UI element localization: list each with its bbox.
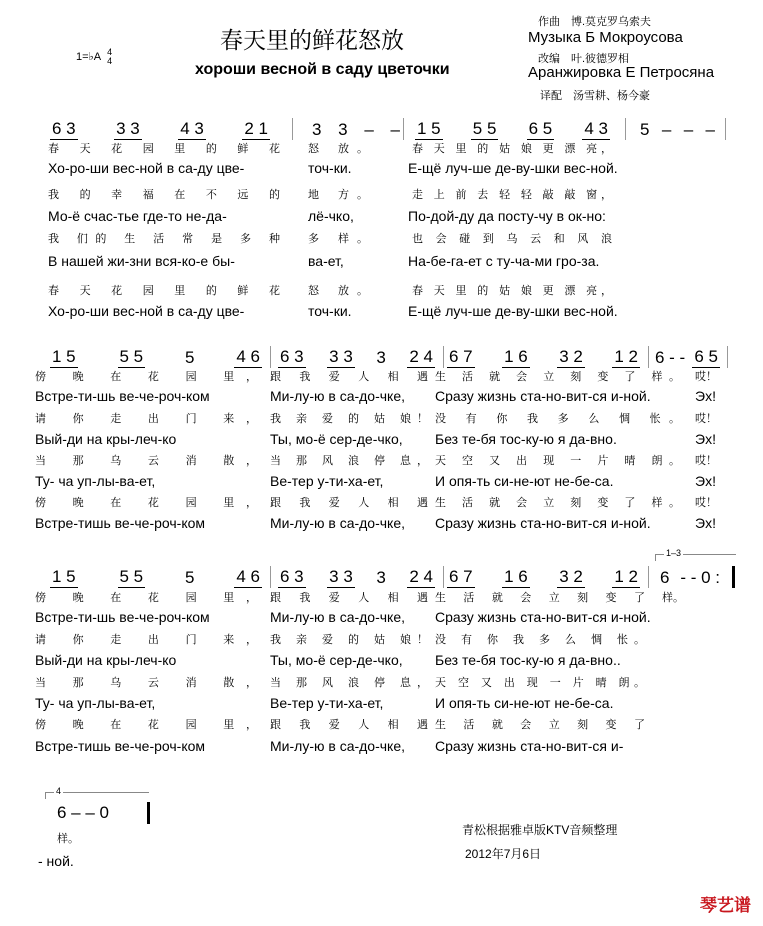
barline	[292, 118, 293, 140]
lyric-zh: 跟 我 爱 人 相 遇	[270, 497, 428, 509]
note-group: 1 6	[504, 347, 528, 366]
lyric-zh: 当 那 风 浪 停 息，	[270, 455, 428, 467]
lyric-ru: Сразу жизнь ста-но-вит-ся и-	[435, 738, 624, 754]
barline	[443, 346, 444, 368]
lyric-ru: Ми-лу-ю в са-до-чке,	[270, 738, 406, 754]
barline	[443, 566, 444, 588]
measure	[447, 346, 640, 368]
barline	[732, 566, 735, 588]
lyric-zh: 春 天 花 园 里 的 鲜 花	[48, 285, 280, 297]
note-group: 5	[640, 120, 650, 139]
note-group: 1 6	[504, 567, 528, 586]
note-group: 3	[338, 120, 348, 139]
note-group: 5 5	[119, 347, 144, 366]
lyric-zh: 地 方。	[308, 189, 368, 201]
measure	[278, 566, 435, 588]
barline	[270, 566, 271, 588]
note-group: 3 3	[329, 347, 353, 366]
lyric-ru: Вый-ди на кры-леч-ко	[35, 431, 177, 447]
barline	[727, 346, 728, 368]
lyric-zh: 也 会 碰 到 乌 云 和 风 浪	[412, 233, 612, 245]
lyric-zh: 当 那 乌 云 消 散，	[35, 677, 257, 689]
note-group: 1 2	[614, 347, 638, 366]
lyric-ru: лё-чко,	[308, 208, 354, 224]
time-top: 4	[107, 47, 113, 57]
lyric-ru: Хо-ро-ши вес-ной в са-ду цве-	[48, 160, 245, 176]
note-group: 1 2	[614, 567, 638, 586]
note-group: 6 5	[694, 347, 718, 366]
lyric-ru: Сразу жизнь ста-но-вит-ся и-ной.	[435, 515, 651, 531]
volta-bracket	[655, 548, 736, 561]
note-group: 4 3	[180, 119, 204, 138]
note-group: 3	[376, 568, 386, 587]
note-group: 3 2	[559, 567, 583, 586]
ending-lyric-ru: - ной.	[38, 853, 74, 869]
volta-bracket-4	[45, 786, 149, 799]
barline	[270, 346, 271, 368]
note-group: 5	[185, 568, 195, 587]
note-group: 6 3	[280, 567, 304, 586]
lyric-zh: 跟 我 爱 人 相 遇	[270, 719, 428, 731]
lyric-ru: Встре-тишь ве-че-роч-ком	[35, 515, 206, 531]
composer-ru: Музыка Б Мокроусова	[528, 29, 683, 46]
lyric-ru: Ми-лу-ю в са-до-чке,	[270, 388, 406, 404]
lyric-ru: Ты, мо-ё сер-де-чко,	[270, 652, 403, 668]
lyric-zh: 傍 晚 在 花 园 里，	[35, 719, 257, 731]
measure	[50, 566, 262, 588]
lyric-zh: 我 们的 生 活 常 是 多 种	[48, 233, 280, 245]
ending-lyric-zh: 样。	[57, 833, 79, 845]
lyric-zh: 当 那 乌 云 消 散，	[35, 455, 257, 467]
lyric-ru: Эх!	[695, 388, 716, 404]
lyric-zh: 请 你 走 出 门 来，	[35, 634, 257, 646]
note-group: 4 6	[236, 567, 260, 586]
lyric-ru: Сразу жизнь ста-но-вит-ся и-ной.	[435, 388, 651, 404]
measure	[660, 566, 720, 588]
lyric-zh: 怒 放。	[308, 285, 368, 297]
translator-zh: 译配 汤雪耕、杨今豪	[540, 90, 650, 102]
lyric-ru: На-бе-га-ет с ту-ча-ми гро-за.	[408, 253, 600, 269]
note-group: 3	[376, 348, 386, 367]
measure	[50, 118, 270, 140]
page-subtitle: хороши весной в саду цветочки	[195, 61, 450, 78]
note-group: 2 1	[244, 119, 268, 138]
lyric-zh: 哎！	[695, 413, 717, 425]
note-group: 3	[312, 120, 322, 139]
lyric-ru: Встре-тишь ве-че-роч-ком	[35, 738, 206, 754]
lyric-zh: 生 活 就 会 立 刻 变 了 样。	[435, 371, 680, 383]
note-group: 1 5	[417, 119, 441, 138]
lyric-ru: Хо-ро-ши вес-ной в са-ду цве-	[48, 303, 245, 319]
footer-date: 2012年7月6日	[465, 847, 542, 861]
note-group: 5 5	[472, 119, 497, 138]
barline	[625, 118, 626, 140]
lyric-zh: 没 有 你 我 多 么 惆 怅。	[435, 634, 645, 646]
site-logo: 琴艺谱	[700, 896, 751, 915]
lyric-ru: Эх!	[695, 431, 716, 447]
note-group: 6 5	[528, 119, 553, 138]
lyric-zh: 傍 晚 在 花 园 里，	[35, 497, 257, 509]
lyric-ru: Без те-бя тос-ку-ю я да-вно.	[435, 431, 617, 447]
measure	[640, 118, 715, 140]
note-group: 2 4	[409, 567, 433, 586]
lyric-zh: 傍 晚 在 花 园 里，	[35, 592, 257, 604]
lyric-zh: 我 的 幸 福 在 不 远 的	[48, 189, 280, 201]
ending-notes: 6 – – 0	[57, 803, 109, 822]
note-group: –	[705, 120, 715, 139]
note-group: 4 6	[236, 347, 260, 366]
barline	[725, 118, 726, 140]
barline	[648, 346, 649, 368]
measure	[278, 346, 435, 368]
key-label: 1=♭A	[76, 50, 102, 63]
arranger-ru: Аранжировка Е Петросяна	[528, 64, 715, 81]
time-bottom: 4	[107, 56, 113, 66]
lyric-zh: 春 天 里 的 姑 娘 更 漂 亮，	[412, 143, 612, 155]
lyric-zh: 当 那 风 浪 停 息，	[270, 677, 428, 689]
note-group: 3 2	[559, 347, 583, 366]
lyric-ru: Встре-ти-шь ве-че-роч-ком	[35, 609, 210, 625]
note-group: 2 4	[409, 347, 433, 366]
lyric-ru: Сразу жизнь ста-но-вит-ся и-ной.	[435, 609, 651, 625]
lyric-ru: Вый-ди на кры-леч-ко	[35, 652, 177, 668]
lyric-zh: 我 亲 爱 的 姑 娘！	[270, 413, 428, 425]
lyric-zh: 天 空 又 出 现 一 片 晴 朗。	[435, 677, 645, 689]
lyric-ru: Без те-бя тос-ку-ю я да-вно..	[435, 652, 621, 668]
note-group: –	[683, 120, 694, 139]
lyric-zh: 哎！	[695, 371, 717, 383]
lyric-zh: 没 有 你 我 多 么 惆 怅。	[435, 413, 680, 425]
note-group: 6 3	[52, 119, 76, 138]
lyric-ru: И опя-ть си-не-ют не-бе-са.	[435, 473, 614, 489]
lyric-zh: 走 上 前 去 轻 轻 敲 敲 窗，	[412, 189, 612, 201]
volta-label: 1–3	[666, 548, 682, 558]
lyric-ru: Ту- ча уп-лы-ва-ет,	[35, 473, 156, 489]
measure	[312, 118, 400, 140]
measure	[447, 566, 640, 588]
note-group: - - 0 :	[680, 568, 720, 587]
lyric-zh: 春 天 里 的 姑 娘 更 漂 亮，	[412, 285, 612, 297]
lyric-zh: 春 天 花 园 里 的 鲜 花	[48, 143, 280, 155]
lyric-zh: 跟 我 爱 人 相 遇	[270, 371, 428, 383]
final-barline	[147, 802, 150, 824]
note-group: 1 5	[52, 567, 76, 586]
lyric-zh: 我 亲 爱 的 姑 娘！	[270, 634, 428, 646]
note-group: 6 7	[449, 347, 473, 366]
lyric-ru: Мо-ё счас-тье где-то не-да-	[48, 208, 227, 224]
composer-zh: 作曲 博.莫克罗乌索夫	[538, 16, 652, 28]
lyric-ru: Ве-тер у-ти-ха-ет,	[270, 695, 384, 711]
footer-credit: 青松根据雅卓版KTV音频整理	[462, 823, 618, 837]
lyric-zh: 样。	[662, 592, 684, 604]
lyric-zh: 请 你 走 出 门 来，	[35, 413, 257, 425]
measure	[415, 118, 610, 140]
lyric-zh: 生 活 就 会 立 刻 变 了	[435, 592, 645, 604]
time-signature	[107, 48, 112, 66]
note-group: 6 - -	[655, 348, 686, 367]
note-group: 1 5	[52, 347, 76, 366]
lyric-ru: Встре-ти-шь ве-че-роч-ком	[35, 388, 210, 404]
lyric-zh: 生 活 就 会 立 刻 变 了 样。	[435, 497, 680, 509]
note-group: 5	[185, 348, 195, 367]
note-group: –	[364, 120, 374, 139]
lyric-ru: Ми-лу-ю в са-до-чке,	[270, 515, 406, 531]
note-group: 6 7	[449, 567, 473, 586]
note-group: 3 3	[116, 119, 140, 138]
measure	[655, 346, 720, 368]
note-group: 4 3	[584, 119, 608, 138]
lyric-ru: точ-ки.	[308, 160, 352, 176]
lyric-zh: 傍 晚 在 花 园 里，	[35, 371, 257, 383]
lyric-zh: 生 活 就 会 立 刻 变 了	[435, 719, 645, 731]
barline	[648, 566, 649, 588]
lyric-ru: И опя-ть си-не-ют не-бе-са.	[435, 695, 614, 711]
lyric-zh: 怒 放。	[308, 143, 368, 155]
lyric-ru: Эх!	[695, 515, 716, 531]
key-signature	[76, 48, 112, 66]
barline	[403, 118, 404, 140]
note-group: 5 5	[119, 567, 144, 586]
lyric-ru: ва-ет,	[308, 253, 344, 269]
lyric-zh: 跟 我 爱 人 相 遇	[270, 592, 428, 604]
lyric-ru: точ-ки.	[308, 303, 352, 319]
note-group: –	[661, 120, 672, 139]
lyric-ru: Ми-лу-ю в са-до-чке,	[270, 609, 406, 625]
page-title: 春天里的鲜花怒放	[220, 28, 404, 54]
lyric-ru: В нашей жи-зни вся-ко-е бы-	[48, 253, 235, 269]
arranger-zh: 改编 叶.彼德罗相	[538, 53, 630, 65]
lyric-ru: Эх!	[695, 473, 716, 489]
note-group: 6	[660, 568, 670, 587]
measure	[50, 346, 262, 368]
lyric-zh: 天 空 又 出 现 一 片 晴 朗。	[435, 455, 680, 467]
note-group: –	[390, 120, 400, 139]
lyric-ru: Е-щё луч-ше де-ву-шки вес-ной.	[408, 303, 618, 319]
lyric-ru: Ты, мо-ё сер-де-чко,	[270, 431, 403, 447]
volta-label: 4	[56, 786, 62, 796]
note-group: 6 3	[280, 347, 304, 366]
lyric-ru: Е-щё луч-ше де-ву-шки вес-ной.	[408, 160, 618, 176]
lyric-zh: 多 样。	[308, 233, 368, 245]
lyric-ru: Ве-тер у-ти-ха-ет,	[270, 473, 384, 489]
lyric-ru: Ту- ча уп-лы-ва-ет,	[35, 695, 156, 711]
lyric-zh: 哎！	[695, 497, 717, 509]
lyric-zh: 哎！	[695, 455, 717, 467]
note-group: 3 3	[329, 567, 353, 586]
lyric-ru: По-дой-ду да посту-чу в ок-но:	[408, 208, 606, 224]
